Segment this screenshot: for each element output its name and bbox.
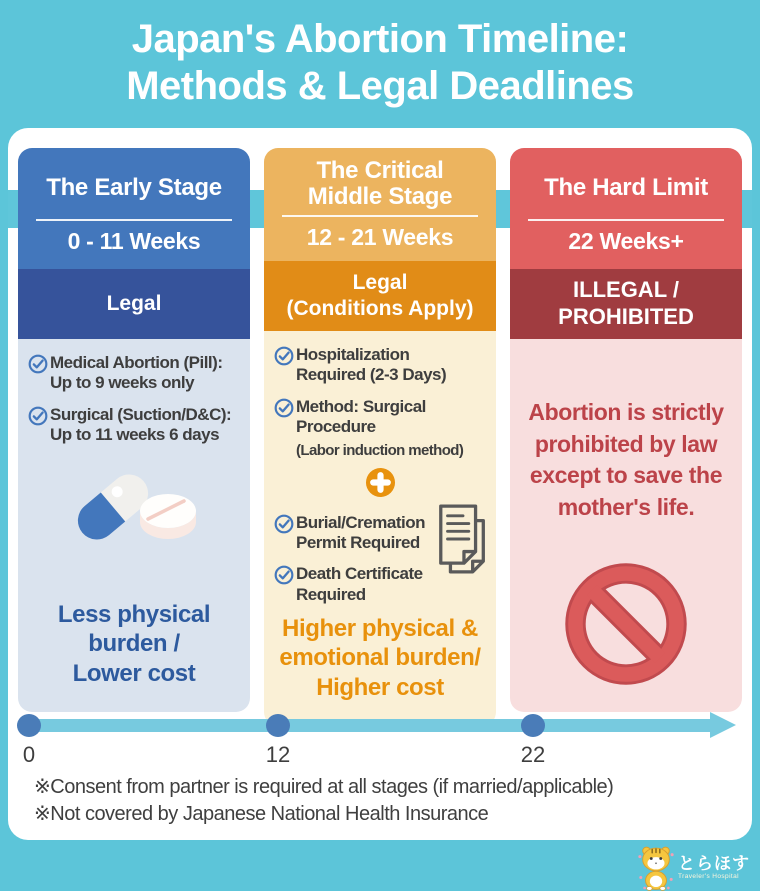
brand-logo-text (678, 855, 750, 881)
check-icon (28, 354, 48, 374)
early-stage-summary: Less physical burden / Lower cost (57, 601, 211, 687)
brand-subtitle: Traveler's Hospital (678, 873, 739, 881)
hard-limit-status-badge: ILLEGAL / PROHIBITED (510, 269, 742, 339)
early-stage-header (18, 148, 250, 269)
page-title: Japan's Abortion Timeline: Methods & Legal Deadlines (126, 17, 634, 109)
hard-limit-header (510, 148, 742, 269)
early-stage-status-badge: Legal (18, 269, 250, 339)
hard-limit-body (510, 339, 742, 712)
stage-columns (18, 148, 742, 712)
list-item-note: (Labor induction method) (296, 441, 464, 459)
check-icon (274, 346, 294, 366)
footnote-insurance: ※Not covered by Japanese National Health Insurance (34, 802, 489, 825)
timeline-tick-label: 12 (265, 742, 291, 767)
list-item (274, 345, 488, 386)
documents-icon (434, 499, 492, 579)
check-icon (274, 514, 294, 534)
footnotes (34, 774, 742, 827)
middle-stage-summary: Higher physical & emotional burden/ Higher cost (279, 615, 481, 701)
list-item (28, 353, 242, 394)
timeline-axis (22, 719, 714, 732)
list-item-text: Surgical (Suction/D&C): Up to 11 weeks 6 days (50, 404, 232, 445)
list-item-text: Death Certificate Required (296, 564, 423, 604)
hard-limit-weeks: 22 Weeks+ (568, 228, 684, 254)
middle-stage-body (264, 331, 496, 726)
header-divider (36, 219, 232, 221)
arrow-right-icon (710, 712, 736, 738)
check-icon (274, 398, 294, 418)
timeline-dot-22 (521, 714, 545, 737)
middle-stage-header (264, 148, 496, 261)
hard-limit-title: The Hard Limit (544, 173, 708, 201)
list-item-text: Hospitalization Required (2-3 Days) (296, 345, 447, 385)
list-item-text: Burial/Cremation Permit Required (296, 512, 425, 552)
hard-limit-statement: Abortion is strictly prohibited by law except to save the mother's life. (528, 399, 724, 521)
column-early-stage (18, 148, 250, 712)
check-icon (28, 406, 48, 426)
middle-stage-status-badge: Legal (Conditions Apply) (264, 261, 496, 331)
list-item (274, 397, 488, 438)
content-card (8, 128, 752, 840)
tiger-mascot-icon (637, 845, 675, 891)
early-stage-weeks: 0 - 11 Weeks (67, 228, 201, 254)
middle-stage-title: The Critical Middle Stage (307, 156, 453, 210)
list-item (28, 405, 242, 446)
list-item-text: Method: Surgical Procedure (296, 396, 426, 437)
plus-circle-icon (272, 467, 488, 503)
capsule-pill-icon (68, 461, 200, 545)
check-icon (274, 565, 294, 585)
brand-logo (637, 845, 750, 891)
early-stage-title: The Early Stage (46, 173, 222, 201)
column-hard-limit (510, 148, 742, 712)
timeline-dot-0 (17, 714, 41, 737)
column-middle-stage (264, 148, 496, 712)
brand-name: とらほす (678, 854, 750, 874)
timeline-tick-label: 22 (520, 742, 546, 767)
tablet-pill-icon (140, 494, 196, 539)
footnote-consent: ※Consent from partner is required at all stages (if married/applicable) (34, 776, 614, 798)
header-divider (528, 219, 724, 221)
early-stage-body (18, 339, 250, 712)
timeline-dot-12 (266, 714, 290, 737)
header-divider (282, 215, 478, 217)
timeline-tick-label: 0 (22, 742, 36, 767)
no-entry-icon (558, 556, 694, 692)
middle-stage-weeks: 12 - 21 Weeks (306, 224, 454, 250)
list-item-text: Medical Abortion (Pill): Up to 9 weeks only (50, 353, 223, 393)
